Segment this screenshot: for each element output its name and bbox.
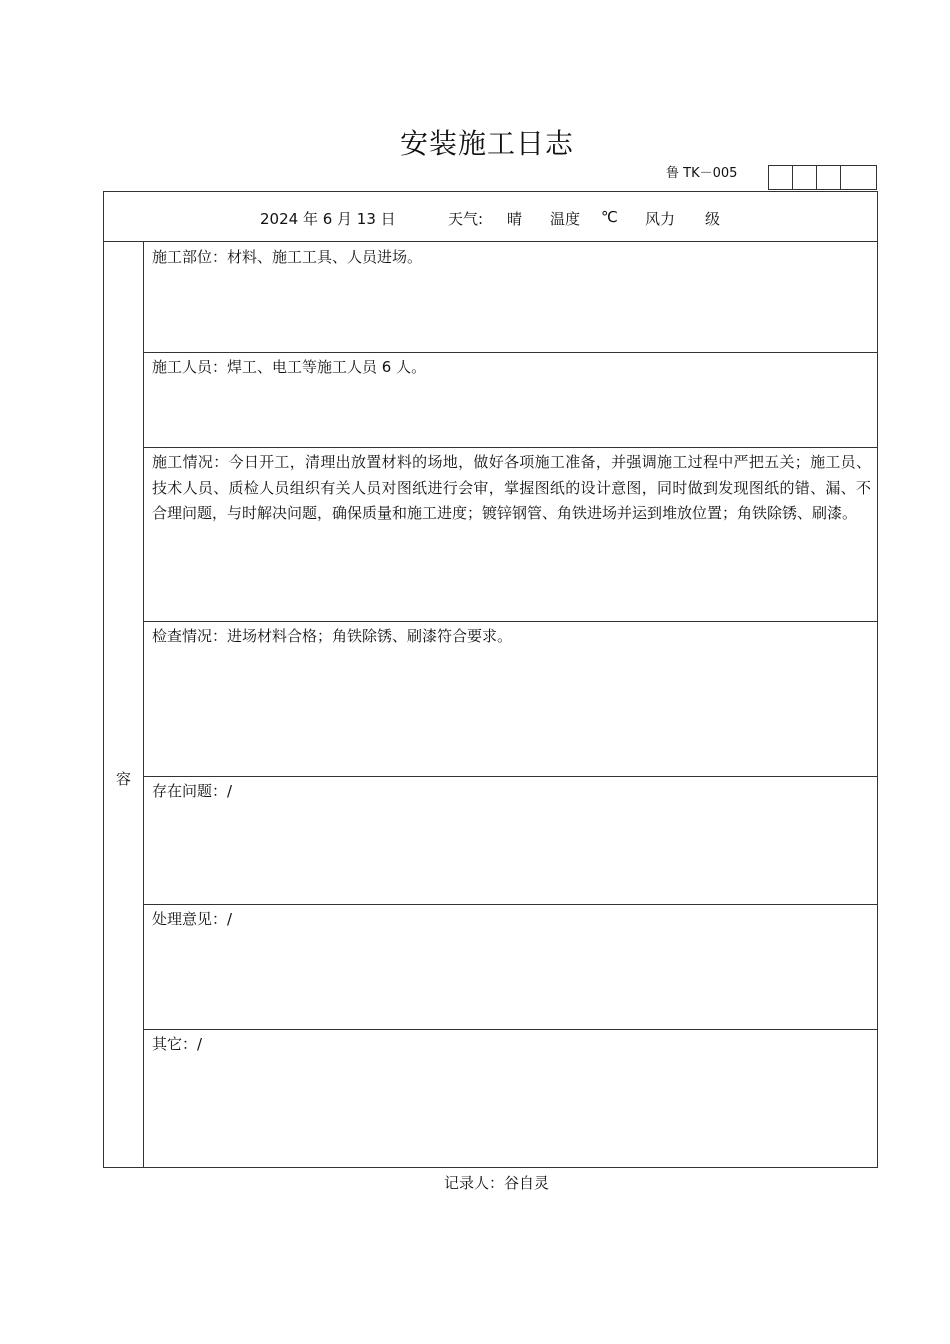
document-title: 安装施工日志 — [399, 127, 574, 160]
temperature-label: 温度 — [550, 210, 581, 228]
form-code: 鲁 TK－005 — [666, 166, 738, 181]
wind-unit: 级 — [705, 210, 721, 228]
code-box — [768, 165, 792, 190]
section-text: 施工情况：今日开工，清理出放置材料的场地，做好各项施工准备，并强调施工过程中严把五关；施工员、技术人员、质检人员组织有关人员对图纸进行会审，掌握图纸的设计意图，同时做到发现图纸的错、漏、不合理问题，与时解决问题，确保质量和施工进度；镀锌钢管、角铁进场并运到堆放位置；角铁除锈、刷漆。 — [152, 453, 871, 522]
section-construction-status — [144, 447, 877, 622]
section-other — [144, 1029, 877, 1167]
temperature-unit: ℃ — [601, 208, 618, 226]
weather-value: 晴 — [507, 210, 523, 228]
section-text: 其它：/ — [152, 1035, 203, 1053]
section-text: 处理意见：/ — [152, 910, 233, 928]
date-weather-row — [104, 192, 877, 242]
section-personnel — [144, 352, 877, 448]
side-label: 容 — [115, 770, 131, 788]
side-column — [104, 242, 144, 1167]
code-box — [792, 165, 816, 190]
date-text: 2024 年 6 月 13 日 — [260, 210, 396, 228]
section-text: 检查情况：进场材料合格；角铁除锈、刷漆符合要求。 — [152, 627, 513, 645]
section-handling — [144, 904, 877, 1030]
form-code-boxes — [768, 165, 877, 190]
recorder: 记录人：谷自灵 — [444, 1174, 550, 1192]
wind-label: 风力 — [645, 210, 676, 228]
weather-label: 天气: — [448, 210, 484, 228]
code-box — [840, 165, 877, 190]
section-text: 施工人员：焊工、电工等施工人员 6 人。 — [152, 358, 427, 376]
section-construction-area — [144, 242, 877, 353]
code-box — [816, 165, 840, 190]
section-inspection — [144, 621, 877, 777]
section-issues — [144, 776, 877, 905]
log-table — [103, 191, 878, 1168]
section-text: 施工部位：材料、施工工具、人员进场。 — [152, 248, 423, 266]
section-text: 存在问题：/ — [152, 782, 233, 800]
